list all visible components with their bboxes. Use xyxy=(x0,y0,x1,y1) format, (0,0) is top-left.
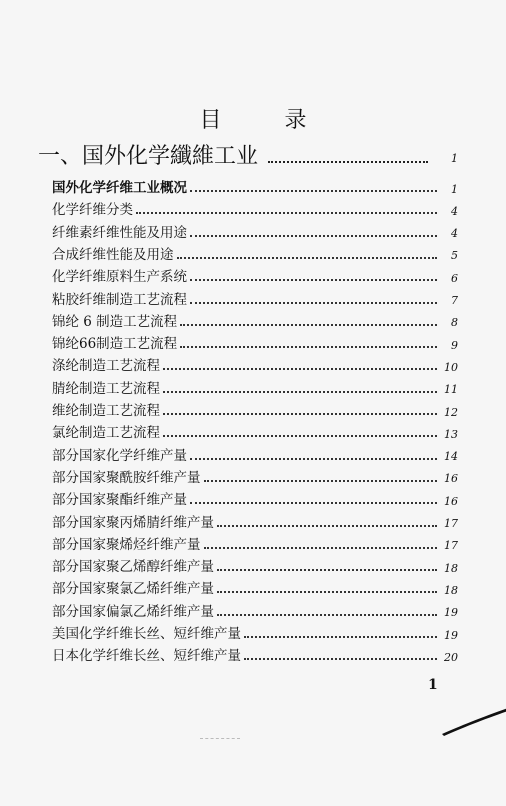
toc-entry-label: 部分国家偏氯乙烯纤维产量 xyxy=(52,603,214,620)
dot-leader xyxy=(244,636,437,638)
toc-entry[interactable] xyxy=(52,576,458,598)
toc-entry-label: 国外化学纤维工业概况 xyxy=(52,180,187,196)
dot-leader xyxy=(136,212,437,214)
toc-entry-page-number: 20 xyxy=(444,650,458,664)
toc-entry-label: 锦纶66制造工艺流程 xyxy=(52,336,178,353)
page-title: 目 录 xyxy=(199,107,335,133)
toc-entry[interactable] xyxy=(52,487,458,509)
dot-leader xyxy=(190,302,437,304)
dot-leader xyxy=(217,614,437,616)
toc-entry-page-number: 7 xyxy=(451,294,458,307)
toc-entry-label: 维纶制造工艺流程 xyxy=(52,403,160,419)
toc-entry-page-number: 19 xyxy=(444,606,458,620)
toc-entry-label: 日本化学纤维长丝、短纤维产量 xyxy=(52,648,241,665)
toc-entry[interactable] xyxy=(52,331,458,353)
toc-entry-label: 合成纤维性能及用途 xyxy=(52,246,174,263)
toc-entry-page-number: 1 xyxy=(451,182,458,196)
toc-entry-page-number: 13 xyxy=(444,427,458,441)
toc-entry-label: 化学纤维分类 xyxy=(52,202,133,219)
dot-leader xyxy=(190,190,437,192)
toc-entry-page-number: 5 xyxy=(451,249,458,263)
section-page-number: 1 xyxy=(451,151,458,165)
toc-entry[interactable] xyxy=(52,465,458,487)
toc-entry-page-number: 14 xyxy=(444,450,458,464)
toc-entry-page-number: 17 xyxy=(444,517,458,530)
dot-leader xyxy=(163,391,437,393)
dot-leader xyxy=(190,279,437,281)
toc-entry-page-number: 11 xyxy=(444,383,458,397)
dot-leader xyxy=(180,346,437,348)
toc-entry[interactable] xyxy=(52,242,458,264)
toc-entry-page-number: 18 xyxy=(444,583,458,597)
toc-entry-label: 部分国家聚酯纤维产量 xyxy=(52,492,187,509)
dot-leader xyxy=(163,435,437,437)
toc-entry[interactable] xyxy=(52,309,458,331)
dot-leader xyxy=(163,413,437,415)
toc-entry-label: 部分国家聚乙烯醇纤维产量 xyxy=(52,559,214,576)
toc-entry-label: 氯纶制造工艺流程 xyxy=(52,425,160,442)
toc-entry-page-number: 9 xyxy=(451,338,458,352)
toc-entry[interactable] xyxy=(52,443,458,465)
toc-entry[interactable] xyxy=(52,287,458,309)
dot-leader xyxy=(190,235,437,237)
toc-entry[interactable] xyxy=(52,621,458,643)
toc-entry-page-number: 17 xyxy=(444,539,458,553)
toc-entry[interactable] xyxy=(52,420,458,442)
toc-entry-label: 化学纤维原料生产系统 xyxy=(52,269,187,286)
dot-leader xyxy=(190,458,437,460)
toc-entry-label: 腈纶制造工艺流程 xyxy=(52,380,160,397)
toc-entry-page-number: 12 xyxy=(444,405,458,419)
toc-entry[interactable] xyxy=(52,554,458,576)
page-folio: 1 xyxy=(428,677,438,693)
toc-entry-label: 纤维素纤维性能及用途 xyxy=(52,224,187,241)
toc-entry[interactable] xyxy=(52,175,458,197)
dot-leader xyxy=(180,324,437,326)
toc-entry-label: 涤纶制造工艺流程 xyxy=(52,358,160,375)
toc-entry-label: 部分国家聚烯烃纤维产量 xyxy=(52,536,201,553)
toc-entry[interactable] xyxy=(52,197,458,219)
dot-leader xyxy=(190,502,437,504)
toc-entry-page-number: 18 xyxy=(444,561,458,575)
toc-entry-page-number: 4 xyxy=(451,227,458,241)
toc-entry[interactable] xyxy=(52,510,458,532)
dot-leader xyxy=(163,368,437,370)
dot-leader xyxy=(204,480,438,482)
toc-entry-page-number: 8 xyxy=(451,316,458,330)
dot-leader xyxy=(268,161,428,163)
toc-entry-page-number: 4 xyxy=(451,204,458,218)
toc-entry-page-number: 10 xyxy=(444,360,458,374)
toc-entry[interactable] xyxy=(52,643,458,665)
section-heading-label: 一、国外化学纖維工业 xyxy=(38,143,259,169)
toc-entry-label: 粘胶纤维制造工艺流程 xyxy=(52,291,187,308)
toc-entry[interactable] xyxy=(52,532,458,554)
toc-entry-page-number: 16 xyxy=(444,494,458,508)
toc-entry-label: 部分国家聚酰胺纤维产量 xyxy=(52,469,201,486)
toc-entry-page-number: 19 xyxy=(444,628,458,642)
toc-entry[interactable] xyxy=(52,398,458,420)
toc-entry-label: 部分国家化学纤维产量 xyxy=(52,447,187,464)
toc-entry[interactable] xyxy=(52,599,458,621)
toc-entry[interactable] xyxy=(52,220,458,242)
dot-leader xyxy=(204,547,438,549)
toc-section-heading[interactable] xyxy=(38,140,458,168)
dot-leader xyxy=(217,591,437,593)
dot-leader xyxy=(217,569,437,571)
page-scuff-mark xyxy=(200,735,240,739)
toc-entry-label: 美国化学纤维长丝、短纤维产量 xyxy=(52,626,241,642)
toc-entry-page-number: 6 xyxy=(451,271,458,285)
toc-entry-label: 部分国家聚丙烯腈纤维产量 xyxy=(52,514,214,531)
toc-entry[interactable] xyxy=(52,264,458,286)
toc-entry-page-number: 16 xyxy=(444,472,458,486)
dot-leader xyxy=(217,525,437,527)
toc-entry-label: 部分国家聚氯乙烯纤维产量 xyxy=(52,581,214,598)
toc-entry-label: 锦纶 6 制造工艺流程 xyxy=(52,313,178,330)
pen-stroke-mark xyxy=(440,700,506,740)
toc-entry[interactable] xyxy=(52,376,458,398)
dot-leader xyxy=(177,257,438,259)
toc-entry[interactable] xyxy=(52,353,458,375)
dot-leader xyxy=(244,658,437,660)
